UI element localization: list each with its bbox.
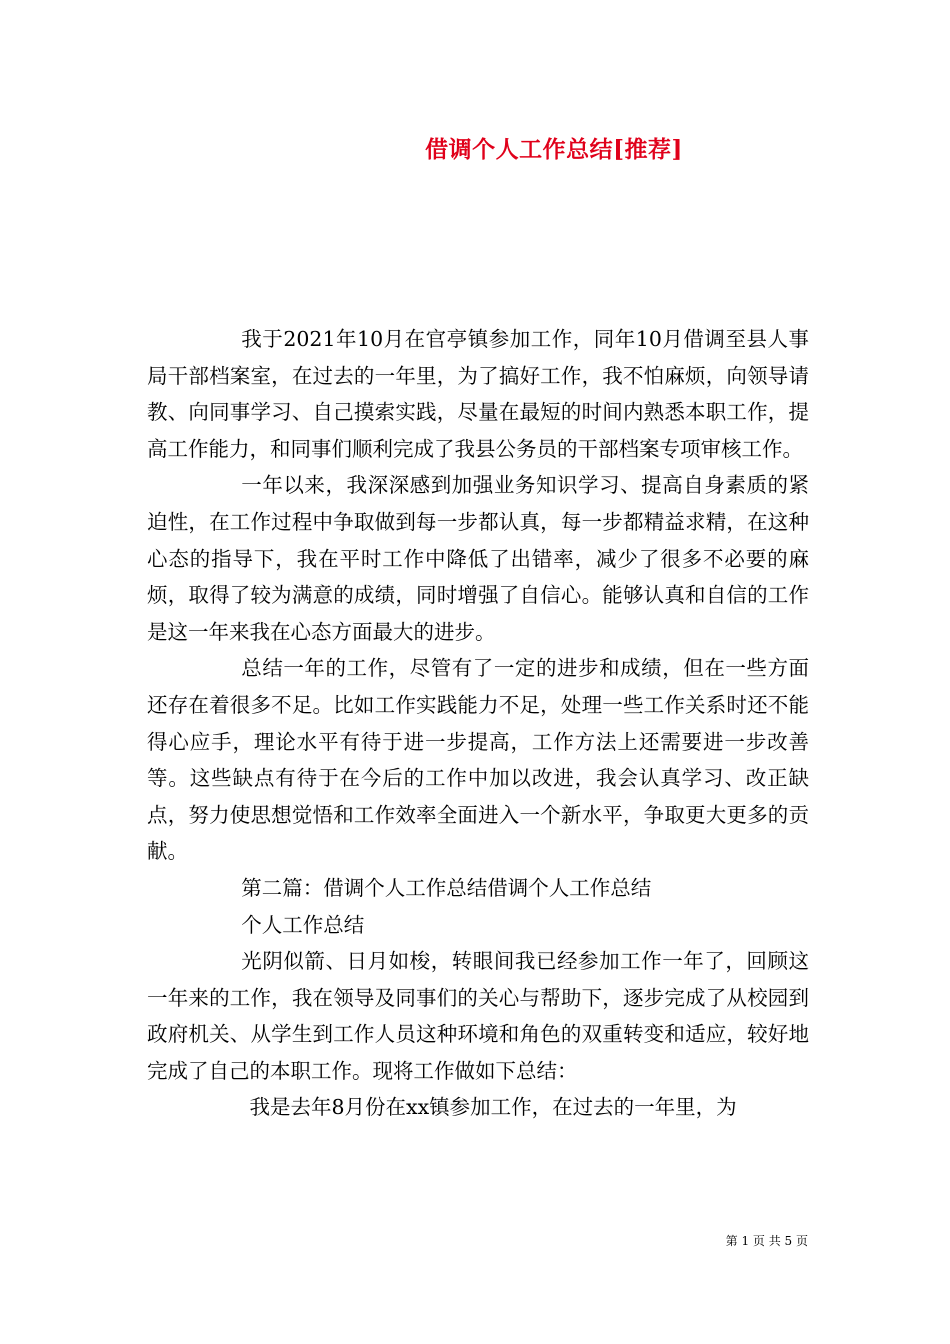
section-subheading: 个人工作总结 [241,912,365,937]
document-body [147,321,809,1126]
document-title: 借调个人工作总结[推荐] [425,136,683,163]
paragraph: 光阴似箭、日月如梭，转眼间我已经参加工作一年了，回顾这一年来的工作，我在领导及同事们的关心与帮助下，逐步完成了从校园到政府机关、从学生到工作人员这种环境和角色的双重转变和适应，较好地完成了自己的本职工作。现将工作做如下总结： [147,949,809,1083]
page-number: 第 1 页 共 5 页 [725,1234,808,1248]
paragraph: 我是去年8月份在xx镇参加工作，在过去的一年里，为 [249,1095,737,1120]
paragraph: 我于2021年10月在官亭镇参加工作，同年10月借调至县人事局干部档案室，在过去的一年里，为了搞好工作，我不怕麻烦，向领导请教、向同事学习、自己摸索实践，尽量在最短的时间内熟悉本职工作，提高工作能力，和同事们顺利完成了我县公务员的干部档案专项审核工作。 [147,327,809,461]
paragraph: 一年以来，我深深感到加强业务知识学习、提高自身素质的紧迫性，在工作过程中争取做到每一步都认真，每一步都精益求精，在这种心态的指导下，我在平时工作中降低了出错率，减少了很多不必要的麻烦，取得了较为满意的成绩，同时增强了自信心。能够认真和自信的工作是这一年来我在心态方面最大的进步。 [147,473,809,644]
section-heading: 第二篇：借调个人工作总结借调个人工作总结 [241,875,652,900]
paragraph: 总结一年的工作，尽管有了一定的进步和成绩，但在一些方面还存在着很多不足。比如工作实践能力不足，处理一些工作关系时还不能得心应手，理论水平有待于进一步提高，工作方法上还需要进一步改善等。这些缺点有待于在今后的工作中加以改进，我会认真学习、改正缺点，努力使思想觉悟和工作效率全面进入一个新水平，争取更大更多的贡献。 [147,656,809,864]
